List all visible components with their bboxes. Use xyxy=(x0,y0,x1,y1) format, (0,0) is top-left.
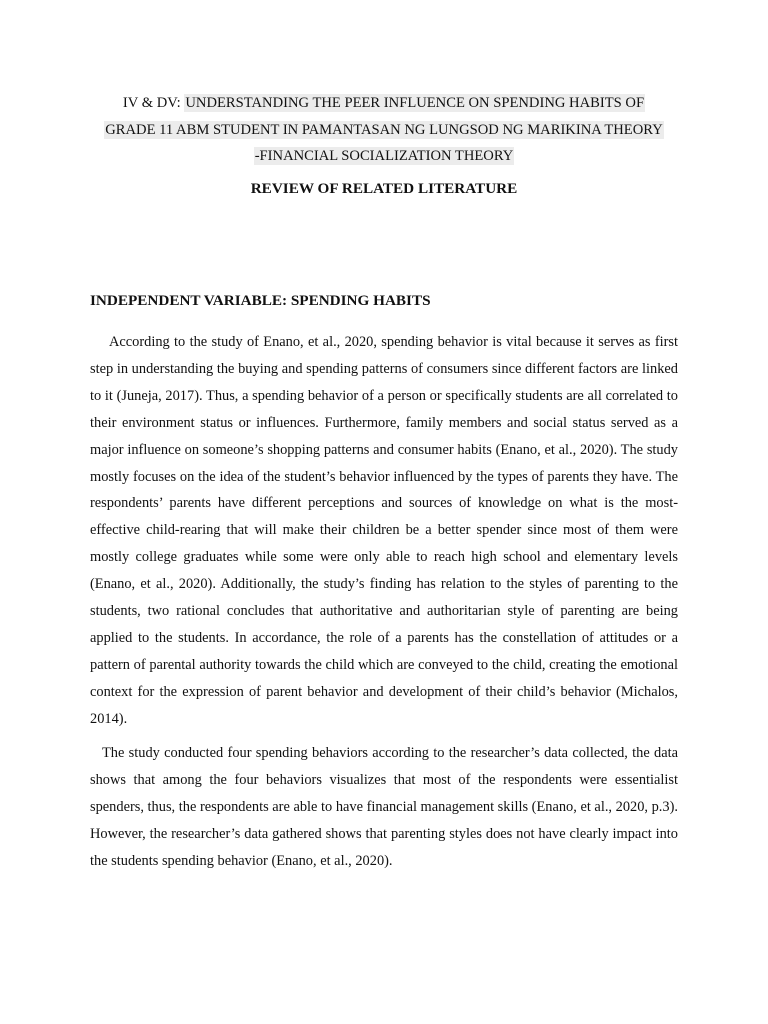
title-highlight-1: UNDERSTANDING THE PEER INFLUENCE ON SPENDING HABITS OF xyxy=(185,95,645,111)
document-title xyxy=(80,90,688,170)
title-line-2 xyxy=(80,117,688,144)
title-line-1 xyxy=(80,90,688,117)
title-prefix: IV & DV: xyxy=(122,95,185,111)
title-line-3 xyxy=(80,143,688,170)
body-paragraph-2: The study conducted four spending behaviors according to the researcher’s data collected, the data shows that among the four behaviors visualizes that most of the respondents were essentialist spenders, thus, the respondents are able to have financial management skills (Enano, et al., 2020, p.3). However, the researcher’s data gathered shows that parenting styles does not have clearly impact into the students spending behavior (Enano, et al., 2020). xyxy=(90,745,678,869)
title-highlight-3: -FINANCIAL SOCIALIZATION THEORY xyxy=(254,148,514,164)
title-highlight-2: GRADE 11 ABM STUDENT IN PAMANTASAN NG LUNGSOD NG MARIKINA THEORY xyxy=(105,121,663,138)
section-heading: INDEPENDENT VARIABLE: SPENDING HABITS xyxy=(90,292,431,309)
document-subtitle: REVIEW OF RELATED LITERATURE xyxy=(250,180,518,197)
body-paragraph-1: According to the study of Enano, et al., 2020, spending behavior is vital because it serves as first step in understanding the buying and spending patterns of consumers since different factors are linked to it (Juneja, 2017). Thus, a spending behavior of a person or specifically students are all correlated to their environment status or influences. Furthermore, family members and social status served as a major influence on someone’s shopping patterns and consumer habits (Enano, et al., 2020). The study mostly focuses on the idea of the student’s behavior influenced by the types of parents they have. The respondents’ parents have different perceptions and sources of knowledge on what is the most-effective child-rearing that will make their children be a better spender since most of them were mostly college graduates while some were only able to reach high school and elementary levels (Enano, et al., 2020). Additionally, the study’s finding has relation to the styles of parenting to the students, two rational concludes that authoritative and authoritarian style of parenting are being applied to the students. In accordance, the role of a parents has the constellation of attitudes or a pattern of parental authority towards the child which are conveyed to the child, creating the emotional context for the expression of parent behavior and development of their child’s behavior (Michalos, 2014). xyxy=(90,334,678,727)
